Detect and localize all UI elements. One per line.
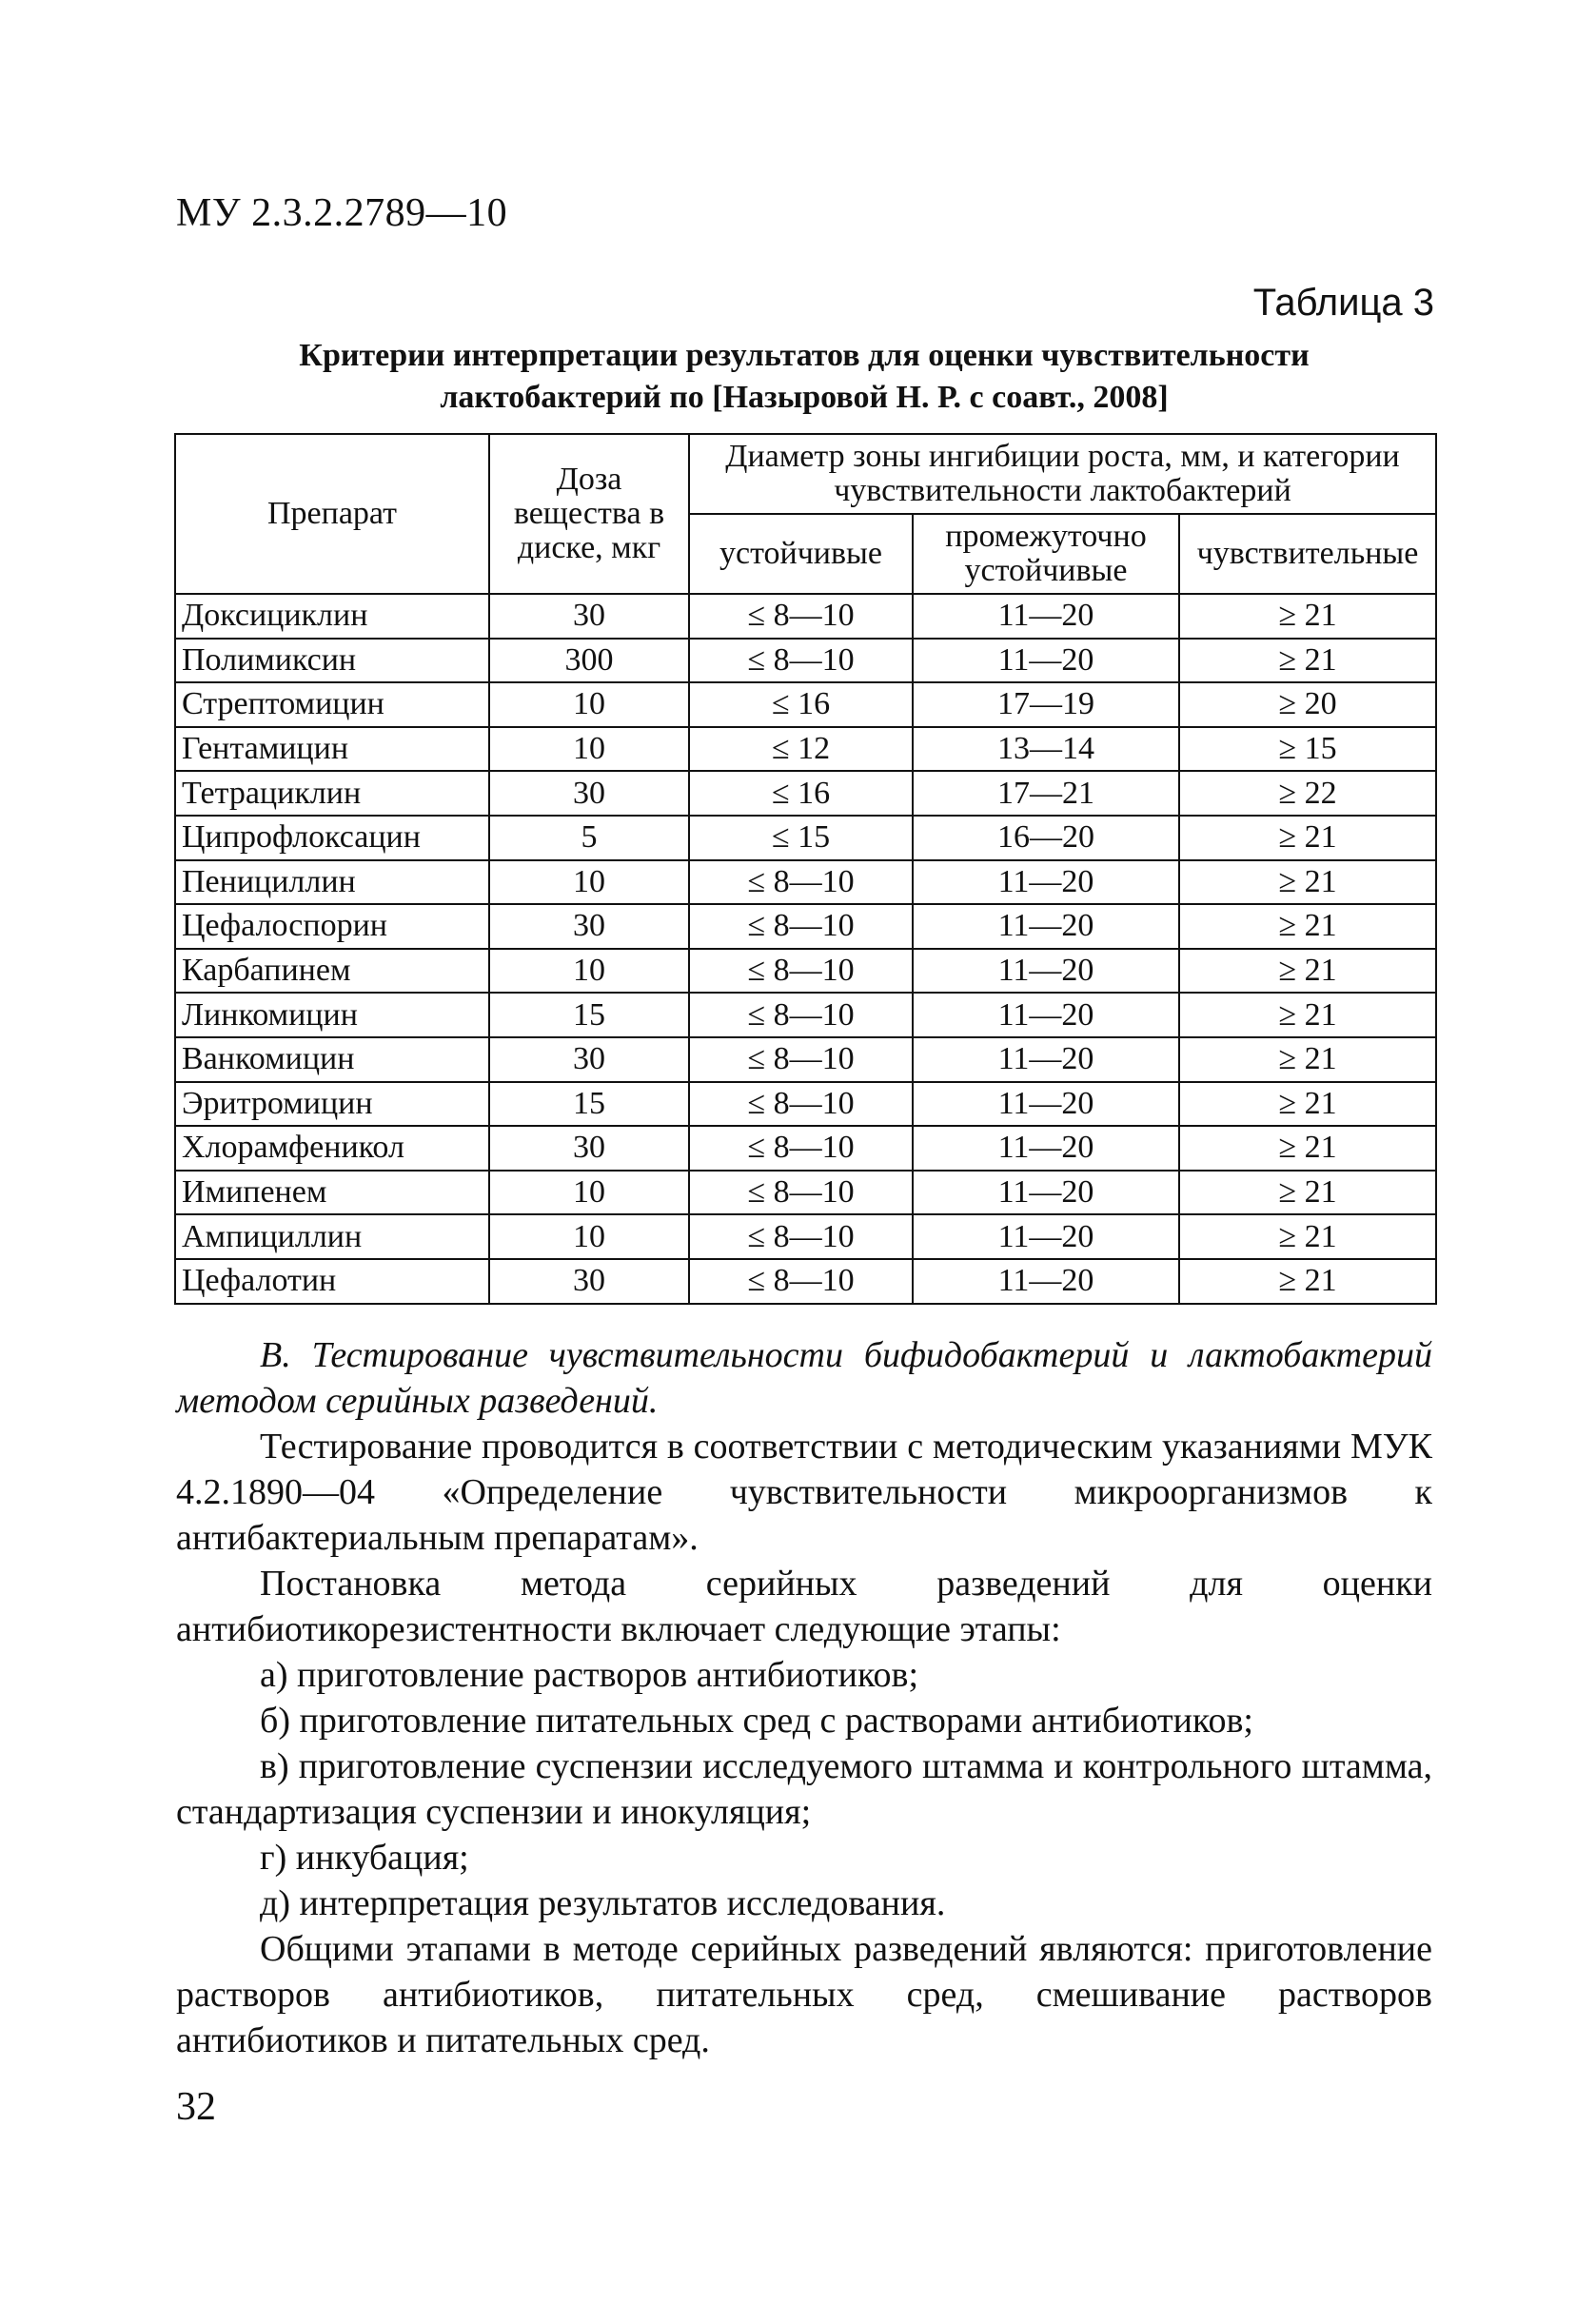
cell-dose: 300 — [489, 639, 689, 683]
cell-sensitive: ≥ 21 — [1179, 860, 1436, 905]
cell-resistant: ≤ 8—10 — [689, 949, 913, 994]
cell-drug: Эритромицин — [175, 1082, 489, 1127]
cell-dose: 30 — [489, 771, 689, 816]
header-dose: Доза вещества в диске, мкг — [489, 434, 689, 594]
table-row — [175, 1126, 1436, 1171]
cell-drug: Цефалоспорин — [175, 904, 489, 949]
cell-intermediate: 11—20 — [913, 594, 1179, 639]
cell-dose: 10 — [489, 682, 689, 727]
criteria-table — [174, 433, 1437, 1305]
table-row — [175, 993, 1436, 1037]
cell-intermediate: 16—20 — [913, 816, 1179, 860]
cell-drug: Стрептомицин — [175, 682, 489, 727]
cell-intermediate: 11—20 — [913, 639, 1179, 683]
header-sensitive: чувствительные — [1179, 514, 1436, 594]
page-number: 32 — [176, 2085, 216, 2129]
cell-sensitive: ≥ 21 — [1179, 639, 1436, 683]
cell-intermediate: 11—20 — [913, 1259, 1179, 1304]
cell-resistant: ≤ 8—10 — [689, 993, 913, 1037]
cell-drug: Доксициклин — [175, 594, 489, 639]
cell-resistant: ≤ 8—10 — [689, 1171, 913, 1215]
cell-sensitive: ≥ 21 — [1179, 1214, 1436, 1259]
table-title-line-2: лактобактерий по [Назыровой Н. Р. с соавт., 2008] — [440, 380, 1169, 415]
cell-intermediate: 11—20 — [913, 1126, 1179, 1171]
step-b: б) приготовление питательных сред с растворами антибиотиков; — [260, 1701, 1253, 1741]
table-row — [175, 1259, 1436, 1304]
cell-drug: Цефалотин — [175, 1259, 489, 1304]
cell-sensitive: ≥ 21 — [1179, 594, 1436, 639]
cell-intermediate: 11—20 — [913, 860, 1179, 905]
header-zone-diameter: Диаметр зоны ингибиции роста, мм, и категории чувствительности лактобактерий — [689, 434, 1436, 514]
table-row — [175, 727, 1436, 772]
table-row — [175, 639, 1436, 683]
cell-resistant: ≤ 8—10 — [689, 1082, 913, 1127]
cell-sensitive: ≥ 21 — [1179, 949, 1436, 994]
cell-sensitive: ≥ 15 — [1179, 727, 1436, 772]
table-number: Таблица 3 — [1252, 282, 1434, 324]
table-title — [176, 335, 1432, 419]
cell-drug: Полимиксин — [175, 639, 489, 683]
cell-resistant: ≤ 8—10 — [689, 639, 913, 683]
cell-dose: 10 — [489, 860, 689, 905]
cell-intermediate: 11—20 — [913, 1214, 1179, 1259]
cell-intermediate: 17—21 — [913, 771, 1179, 816]
cell-drug: Пенициллин — [175, 860, 489, 905]
cell-intermediate: 11—20 — [913, 993, 1179, 1037]
cell-dose: 30 — [489, 1259, 689, 1304]
cell-intermediate: 11—20 — [913, 1037, 1179, 1082]
cell-sensitive: ≥ 22 — [1179, 771, 1436, 816]
cell-drug: Ампициллин — [175, 1214, 489, 1259]
header-drug: Препарат — [175, 434, 489, 594]
table-row — [175, 1082, 1436, 1127]
body-text — [176, 1332, 1432, 2063]
step-c: в) приготовление суспензии исследуемого штамма и контрольного штамма, стандартизация суспензии и инокуляция; — [176, 1746, 1432, 1832]
cell-resistant: ≤ 8—10 — [689, 1214, 913, 1259]
cell-intermediate: 11—20 — [913, 949, 1179, 994]
cell-intermediate: 11—20 — [913, 1171, 1179, 1215]
paragraph-common-steps: Общими этапами в методе серийных разведений являются: приготовление растворов антибиотиков, питательных сред, смешивание растворов антибиотиков и питательных сред. — [176, 1929, 1432, 2060]
step-e: д) интерпретация результатов исследования. — [260, 1883, 946, 1923]
paragraph-method: Тестирование проводится в соответствии с методическим указаниями МУК 4.2.1890—04 «Определение чувствительности микроорганизмов к антибактериальным препаратам». — [176, 1427, 1432, 1558]
cell-resistant: ≤ 8—10 — [689, 860, 913, 905]
cell-drug: Ципрофлоксацин — [175, 816, 489, 860]
table-row — [175, 1037, 1436, 1082]
cell-sensitive: ≥ 20 — [1179, 682, 1436, 727]
header-intermediate: промежуточно устойчивые — [913, 514, 1179, 594]
cell-sensitive: ≥ 21 — [1179, 1259, 1436, 1304]
cell-drug: Гентамицин — [175, 727, 489, 772]
table-row — [175, 771, 1436, 816]
document-code: МУ 2.3.2.2789—10 — [176, 191, 508, 235]
cell-resistant: ≤ 12 — [689, 727, 913, 772]
cell-resistant: ≤ 8—10 — [689, 1037, 913, 1082]
step-a: а) приготовление растворов антибиотиков; — [260, 1655, 918, 1695]
table-row — [175, 860, 1436, 905]
step-d: г) инкубация; — [260, 1838, 469, 1878]
cell-resistant: ≤ 8—10 — [689, 904, 913, 949]
cell-intermediate: 17—19 — [913, 682, 1179, 727]
table-row — [175, 949, 1436, 994]
cell-resistant: ≤ 8—10 — [689, 594, 913, 639]
cell-dose: 30 — [489, 594, 689, 639]
cell-drug: Ванкомицин — [175, 1037, 489, 1082]
table-row — [175, 816, 1436, 860]
cell-sensitive: ≥ 21 — [1179, 816, 1436, 860]
cell-dose: 15 — [489, 993, 689, 1037]
cell-dose: 30 — [489, 904, 689, 949]
section-heading: В. Тестирование чувствительности бифидобактерий и лактобактерий методом серийных разведений. — [176, 1335, 1432, 1421]
table-body — [175, 594, 1436, 1304]
cell-sensitive: ≥ 21 — [1179, 1126, 1436, 1171]
cell-sensitive: ≥ 21 — [1179, 1082, 1436, 1127]
table-row — [175, 904, 1436, 949]
cell-intermediate: 11—20 — [913, 1082, 1179, 1127]
paragraph-steps-intro: Постановка метода серийных разведений для оценки антибиотикорезистентности включает следующие этапы: — [176, 1564, 1432, 1649]
cell-drug: Хлорамфеникол — [175, 1126, 489, 1171]
cell-drug: Имипенем — [175, 1171, 489, 1215]
cell-sensitive: ≥ 21 — [1179, 1171, 1436, 1215]
table-row — [175, 1171, 1436, 1215]
cell-dose: 10 — [489, 949, 689, 994]
cell-intermediate: 13—14 — [913, 727, 1179, 772]
cell-dose: 5 — [489, 816, 689, 860]
cell-resistant: ≤ 8—10 — [689, 1259, 913, 1304]
header-resistant: устойчивые — [689, 514, 913, 594]
cell-resistant: ≤ 16 — [689, 682, 913, 727]
cell-drug: Линкомицин — [175, 993, 489, 1037]
cell-resistant: ≤ 16 — [689, 771, 913, 816]
cell-drug: Карбапинем — [175, 949, 489, 994]
cell-dose: 30 — [489, 1037, 689, 1082]
cell-sensitive: ≥ 21 — [1179, 904, 1436, 949]
table-row — [175, 594, 1436, 639]
table-row — [175, 682, 1436, 727]
table-title-line-1: Критерии интерпретации результатов для оценки чувствительности — [299, 338, 1310, 373]
cell-dose: 15 — [489, 1082, 689, 1127]
cell-intermediate: 11—20 — [913, 904, 1179, 949]
cell-drug: Тетрациклин — [175, 771, 489, 816]
cell-dose: 10 — [489, 1214, 689, 1259]
cell-sensitive: ≥ 21 — [1179, 993, 1436, 1037]
cell-dose: 30 — [489, 1126, 689, 1171]
cell-resistant: ≤ 8—10 — [689, 1126, 913, 1171]
cell-dose: 10 — [489, 1171, 689, 1215]
table-row — [175, 1214, 1436, 1259]
cell-resistant: ≤ 15 — [689, 816, 913, 860]
cell-sensitive: ≥ 21 — [1179, 1037, 1436, 1082]
cell-dose: 10 — [489, 727, 689, 772]
